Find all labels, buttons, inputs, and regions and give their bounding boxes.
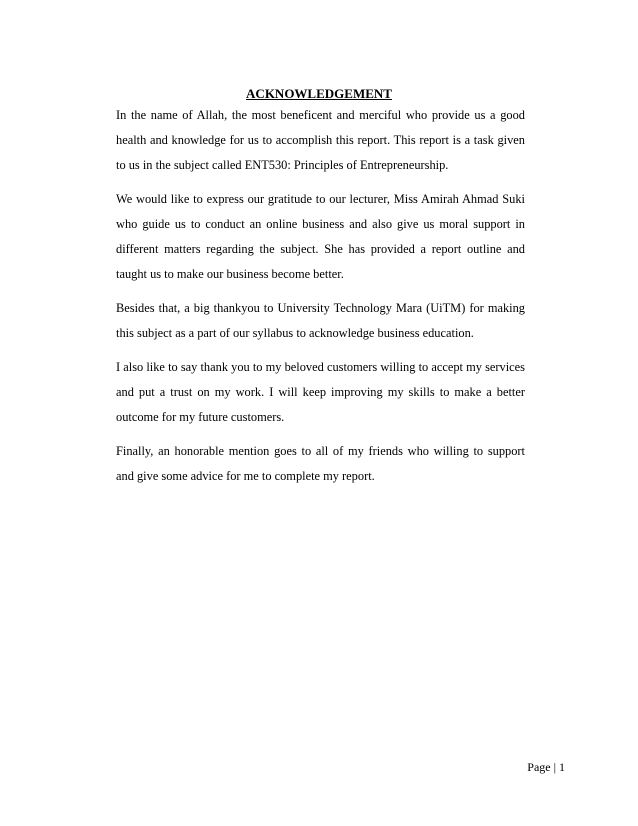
acknowledgement-body [116, 103, 525, 498]
page-title: ACKNOWLEDGEMENT [246, 86, 392, 101]
paragraph-lecturer: We would like to express our gratitude to our lecturer, Miss Amirah Ahmad Suki who guide us to conduct an online business and also give us moral support in different matters regarding the subject. She has provided a report outline and taught us to make our business become better. [116, 192, 525, 281]
page-number: Page | 1 [527, 760, 565, 774]
paragraph-customers: I also like to say thank you to my beloved customers willing to accept my services and put a trust on my work. I will keep improving my skills to make a better outcome for my future customers. [116, 360, 525, 424]
paragraph-opening: In the name of Allah, the most beneficent and merciful who provide us a good health and knowledge for us to accomplish this report. This report is a task given to us in the subject called ENT530: Principles of Entrepreneurship. [116, 108, 525, 172]
paragraph-friends: Finally, an honorable mention goes to all of my friends who willing to support and give some advice for me to complete my report. [116, 444, 525, 483]
paragraph-university: Besides that, a big thankyou to University Technology Mara (UiTM) for making this subject as a part of our syllabus to acknowledge business education. [116, 301, 525, 340]
